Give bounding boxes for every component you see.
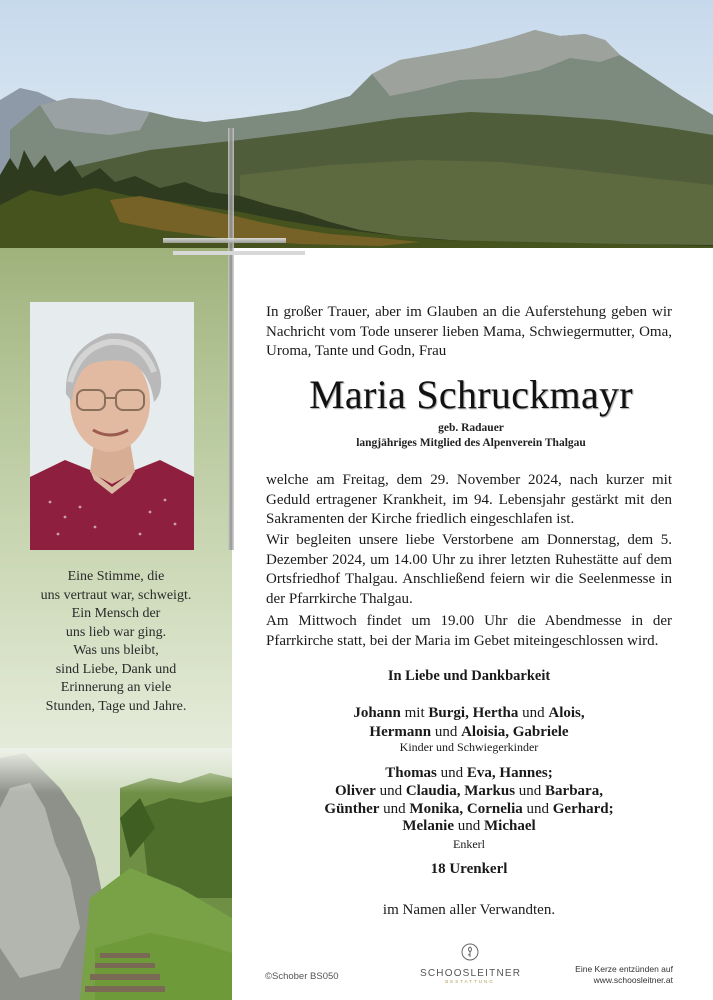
death-paragraph: welche am Freitag, dem 29. November 2024, nach kurzer mit Geduld ertragener Krankheit, im 94. Lebensjahr gestärkt mit den Sakramenten der Kirche friedlich eingeschlafen ist.	[266, 472, 672, 527]
candle-url[interactable]: www.schoosleitner.at	[593, 974, 673, 985]
poem-line: Stunden, Tage und Jahre.	[45, 698, 187, 714]
connector: und	[518, 782, 542, 799]
header-landscape-image	[0, 0, 713, 248]
copyright-text: ©Schober BS050	[265, 971, 339, 982]
great-grandchildren-line: 18 Urenkerl	[430, 861, 508, 877]
brand-subtitle: BESTATTUNG	[445, 979, 495, 984]
children-label: Kinder und Schwiegerkinder	[399, 740, 539, 754]
poem-line: uns vertraut war, schweigt.	[40, 587, 192, 603]
maiden-name-block	[266, 421, 676, 451]
family-name: Johann	[353, 705, 401, 721]
membership-line: langjähriges Mitglied des Alpenverein Thalgau	[356, 437, 586, 449]
poem-line: uns lieb war ging.	[65, 624, 167, 640]
candle-link[interactable]	[575, 964, 673, 985]
poem-line: Eine Stimme, die	[67, 569, 165, 584]
funeral-paragraph: Wir begleiten unsere liebe Verstorbene am Donnerstag, dem 5. Dezember 2024, um 14.00 Uhr zu ihrer letzten Ruhestätte auf dem Ortsfriedhof Thalgau. Anschließend feiern wir die Seelenmesse in der Pfarrkirche Thalgau.	[266, 532, 672, 607]
family-name: Gerhard;	[552, 800, 614, 817]
cross-icon	[228, 128, 234, 550]
mass-paragraph: Am Mittwoch findet um 19.00 Uhr die Abendmesse in der Pfarrkirche statt, bei der Maria im Gebet miteingeschlossen wird.	[266, 613, 672, 649]
family-name: Michael	[484, 818, 536, 835]
intro-text: In großer Trauer, aber im Glauben an die Auferstehung geben wir Nachricht vom Tode unserer lieben Mama, Schwiegermutter, Oma, Uroma, Tante und Godn, Frau	[266, 304, 672, 359]
connector: und	[440, 765, 464, 781]
love-line: In Liebe und Dankbarkeit	[387, 668, 551, 684]
connector: und	[383, 800, 406, 817]
family-name: Claudia, Markus	[405, 782, 516, 799]
deceased-name: Maria Schruckmayr	[309, 372, 633, 417]
family-name: Hermann	[369, 724, 432, 740]
grandchildren-label: Enkerl	[453, 837, 485, 851]
rose-icon	[461, 943, 479, 961]
poem	[20, 568, 212, 716]
brand-name: SCHOOSLEITNER	[420, 968, 522, 979]
family-name: Eva, Hannes;	[466, 765, 553, 781]
cross-shadow	[173, 251, 305, 255]
poem-line: Erinnerung an viele	[60, 680, 172, 695]
family-name: Aloisia, Gabriele	[461, 724, 569, 740]
family-name: Monika, Cornelia	[409, 800, 523, 817]
candle-text: Eine Kerze entzünden auf	[575, 964, 673, 974]
portrait-photo	[30, 302, 194, 550]
family-name: Günther	[324, 800, 380, 817]
family-name: Burgi, Hertha	[428, 705, 519, 721]
trail-scene-image	[0, 748, 232, 1000]
children-list	[266, 704, 672, 742]
family-name: Melanie	[402, 818, 454, 835]
poem-line: sind Liebe, Dank und	[55, 661, 177, 677]
schoosleitner-logo[interactable]	[420, 943, 520, 984]
connector: mit	[404, 705, 425, 721]
poem-line: Was uns bleibt,	[73, 643, 159, 658]
cross-bar	[163, 238, 286, 243]
connector: und	[526, 800, 550, 817]
connector: und	[522, 705, 545, 721]
poem-line: Ein Mensch der	[71, 606, 161, 621]
signature-line: im Namen aller Verwandten.	[382, 902, 556, 918]
family-name: Thomas	[385, 765, 437, 781]
family-name: Oliver	[335, 782, 376, 799]
connector: und	[434, 724, 458, 740]
connector: und	[379, 782, 403, 799]
family-name: Alois,	[548, 705, 585, 721]
maiden-name: geb. Radauer	[438, 422, 504, 434]
grandchildren-list	[266, 765, 672, 836]
family-name: Barbara,	[545, 782, 603, 799]
connector: und	[457, 818, 481, 835]
